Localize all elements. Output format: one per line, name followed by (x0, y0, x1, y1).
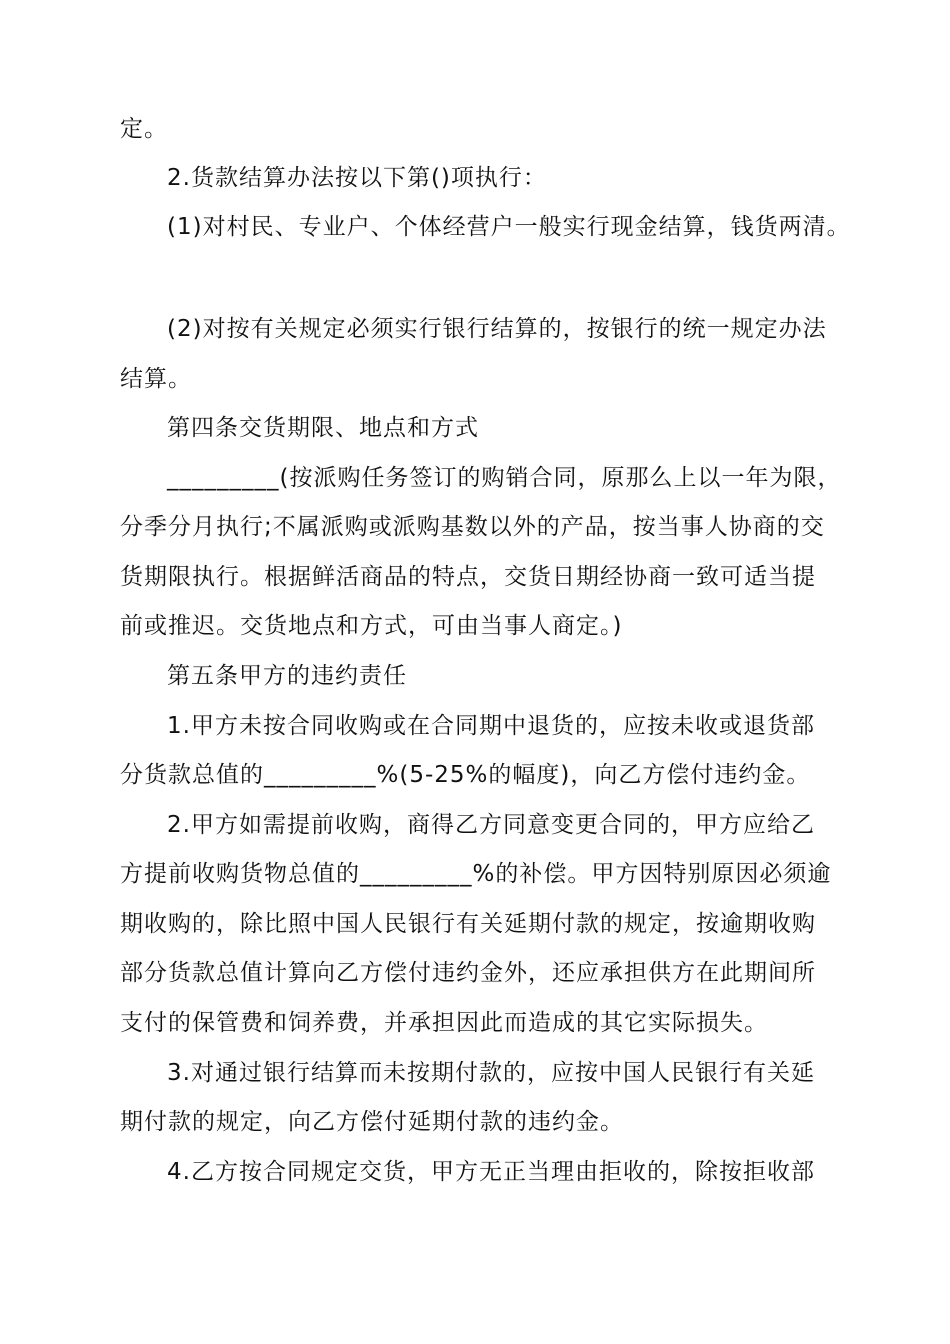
text-line: 4.乙方按合同规定交货，甲方无正当理由拒收的，除按拒收部 (167, 1159, 815, 1185)
text-line: 期收购的，除比照中国人民银行有关延期付款的规定，按逾期收购 (120, 911, 816, 937)
text-line: 部分货款总值计算向乙方偿付违约金外，还应承担供方在此期间所 (120, 960, 816, 986)
text-line: 2.甲方如需提前收购，商得乙方同意变更合同的，甲方应给乙 (167, 812, 815, 838)
text-line: 1.甲方未按合同收购或在合同期中退货的，应按未收或退货部 (167, 713, 815, 739)
text-line: 分货款总值的_________%(5-25%的幅度)，向乙方偿付违约金。 (120, 762, 811, 788)
section-heading: 第四条交货期限、地点和方式 (167, 415, 479, 441)
text-line: 方提前收购货物总值的_________%的补偿。甲方因特别原因必须逾 (120, 861, 832, 887)
text-line: 3.对通过银行结算而未按期付款的，应按中国人民银行有关延 (167, 1060, 815, 1086)
text-line: (1)对村民、专业户、个体经营户一般实行现金结算，钱货两清。 (167, 214, 851, 240)
text-line: (2)对按有关规定必须实行银行结算的，按银行的统一规定办法 (167, 316, 827, 342)
text-line: 分季分月执行;不属派购或派购基数以外的产品，按当事人协商的交 (120, 514, 825, 540)
text-line: 期付款的规定，向乙方偿付延期付款的违约金。 (120, 1109, 624, 1135)
text-line: 结算。 (120, 366, 192, 392)
text-line: 货期限执行。根据鲜活商品的特点，交货日期经协商一致可适当提 (120, 564, 816, 590)
text-line: 定。 (120, 116, 168, 142)
text-line: 支付的保管费和饲养费，并承担因此而造成的其它实际损失。 (120, 1010, 768, 1036)
text-line: 前或推迟。交货地点和方式，可由当事人商定。) (120, 613, 623, 639)
text-line: 2.货款结算办法按以下第()项执行： (167, 165, 547, 191)
section-heading: 第五条甲方的违约责任 (167, 663, 407, 689)
text-line: _________(按派购任务签订的购销合同，原那么上以一年为限， (167, 465, 842, 491)
